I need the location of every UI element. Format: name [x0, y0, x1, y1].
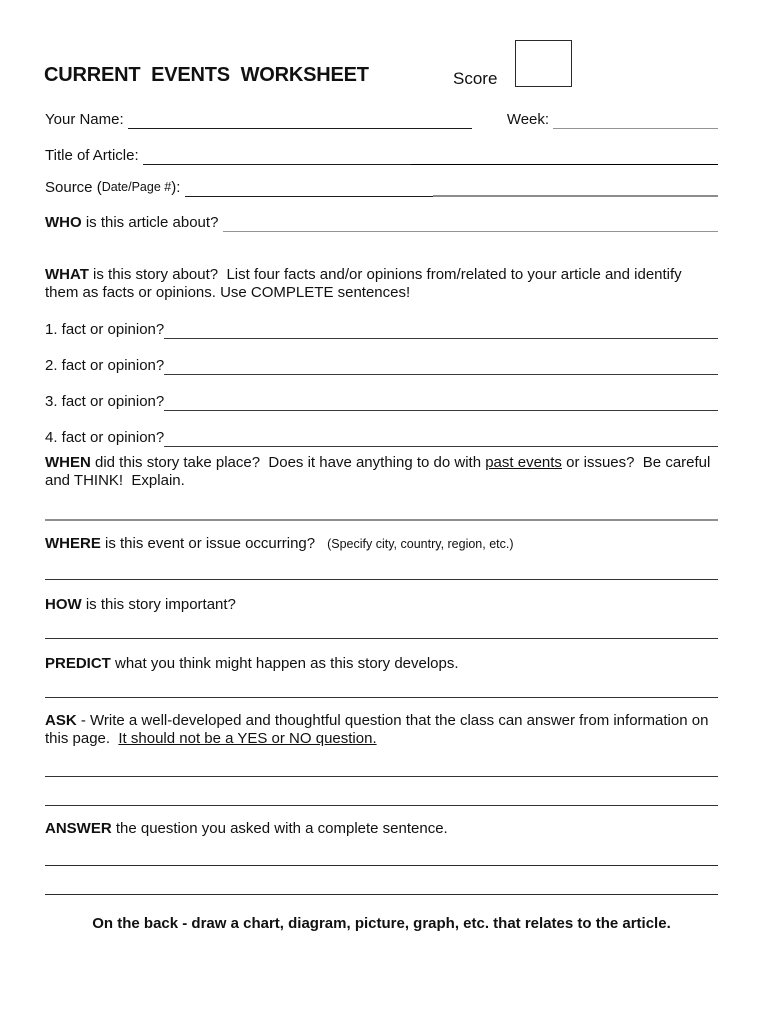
your-name-blank[interactable]: [128, 122, 472, 129]
ask-paragraph: [45, 712, 718, 747]
page-title: CURRENT EVENTS WORKSHEET: [44, 64, 369, 86]
where-question: is this event or issue occurring?: [100, 535, 316, 552]
fact-row-3: [45, 390, 718, 411]
source-label-pre: Source (: [45, 179, 102, 196]
predict-answer-line[interactable]: [45, 697, 718, 698]
fact-2-blank[interactable]: [164, 368, 718, 375]
when-paragraph: [45, 454, 718, 489]
fact-1-label: 1. fact or opinion?: [45, 321, 165, 338]
answer-instruction: the question you asked with a complete sentence.: [111, 820, 448, 837]
score-box[interactable]: [515, 40, 572, 87]
when-keyword: WHEN: [45, 454, 91, 471]
source-blank-2[interactable]: [433, 189, 718, 197]
ask-underlined-instruction: It should not be a YES or NO question.: [118, 729, 377, 747]
where-paragraph: [45, 535, 718, 554]
how-answer-line[interactable]: [45, 638, 718, 639]
who-blank[interactable]: [223, 225, 718, 232]
source-row: [45, 176, 718, 197]
fact-row-4: [45, 426, 718, 447]
score-label: Score: [453, 69, 498, 88]
what-question: is this story about? List four facts and/or opinions from/related to your article and identify them as facts or opinions. Use COMPLETE sentences!: [45, 266, 686, 301]
when-answer-line[interactable]: [45, 519, 718, 521]
fact-1-blank[interactable]: [164, 332, 718, 339]
source-label-small: Date/Page #: [101, 180, 172, 194]
week-blank[interactable]: [553, 122, 718, 129]
fact-4-label: 4. fact or opinion?: [45, 429, 165, 446]
source-label-post: ):: [171, 179, 185, 196]
predict-question: what you think might happen as this story develops.: [110, 655, 459, 672]
ask-keyword: ASK: [45, 712, 77, 729]
how-paragraph: [45, 596, 718, 614]
ask-answer-line-2[interactable]: [45, 805, 718, 806]
what-keyword: WHAT: [45, 266, 89, 283]
source-blank-1[interactable]: [185, 190, 433, 197]
where-answer-line[interactable]: [45, 579, 718, 580]
who-row: [45, 211, 718, 232]
fact-2-label: 2. fact or opinion?: [45, 357, 165, 374]
fact-row-1: [45, 318, 718, 339]
who-question: is this article about?: [81, 214, 223, 231]
title-of-article-row: [45, 144, 718, 165]
predict-keyword: PREDICT: [45, 655, 111, 672]
when-question-pre: did this story take place? Does it have anything to do with: [90, 454, 486, 471]
footer-note: On the back - draw a chart, diagram, picture, graph, etc. that relates to the article.: [92, 915, 671, 932]
predict-paragraph: [45, 655, 718, 673]
who-keyword: WHO: [45, 214, 82, 231]
title-of-article-label: Title of Article:: [45, 147, 143, 164]
title-of-article-blank-1[interactable]: [143, 158, 411, 165]
answer-keyword: ANSWER: [45, 820, 112, 837]
week-label: Week:: [506, 111, 554, 128]
what-paragraph: [45, 266, 718, 301]
fact-3-label: 3. fact or opinion?: [45, 393, 165, 410]
when-question-post: or issues? Be careful and THINK! Explain.: [45, 454, 715, 489]
answer-line-2[interactable]: [45, 894, 718, 895]
ask-instruction: - Write a well-developed and thoughtful question that the class can answer from information on this page.: [45, 712, 713, 747]
answer-paragraph: [45, 820, 718, 838]
fact-3-blank[interactable]: [164, 404, 718, 411]
name-week-row: [45, 108, 718, 129]
ask-answer-line-1[interactable]: [45, 776, 718, 777]
how-keyword: HOW: [45, 596, 82, 613]
how-question: is this story important?: [81, 596, 236, 613]
your-name-label: Your Name:: [45, 111, 128, 128]
where-hint: (Specify city, country, region, etc.): [327, 537, 514, 551]
when-underlined-phrase: past events: [485, 454, 562, 471]
fact-4-blank[interactable]: [164, 440, 718, 447]
fact-row-2: [45, 354, 718, 375]
title-of-article-blank-2[interactable]: [411, 158, 718, 165]
where-keyword: WHERE: [45, 535, 101, 552]
answer-line-1[interactable]: [45, 865, 718, 866]
